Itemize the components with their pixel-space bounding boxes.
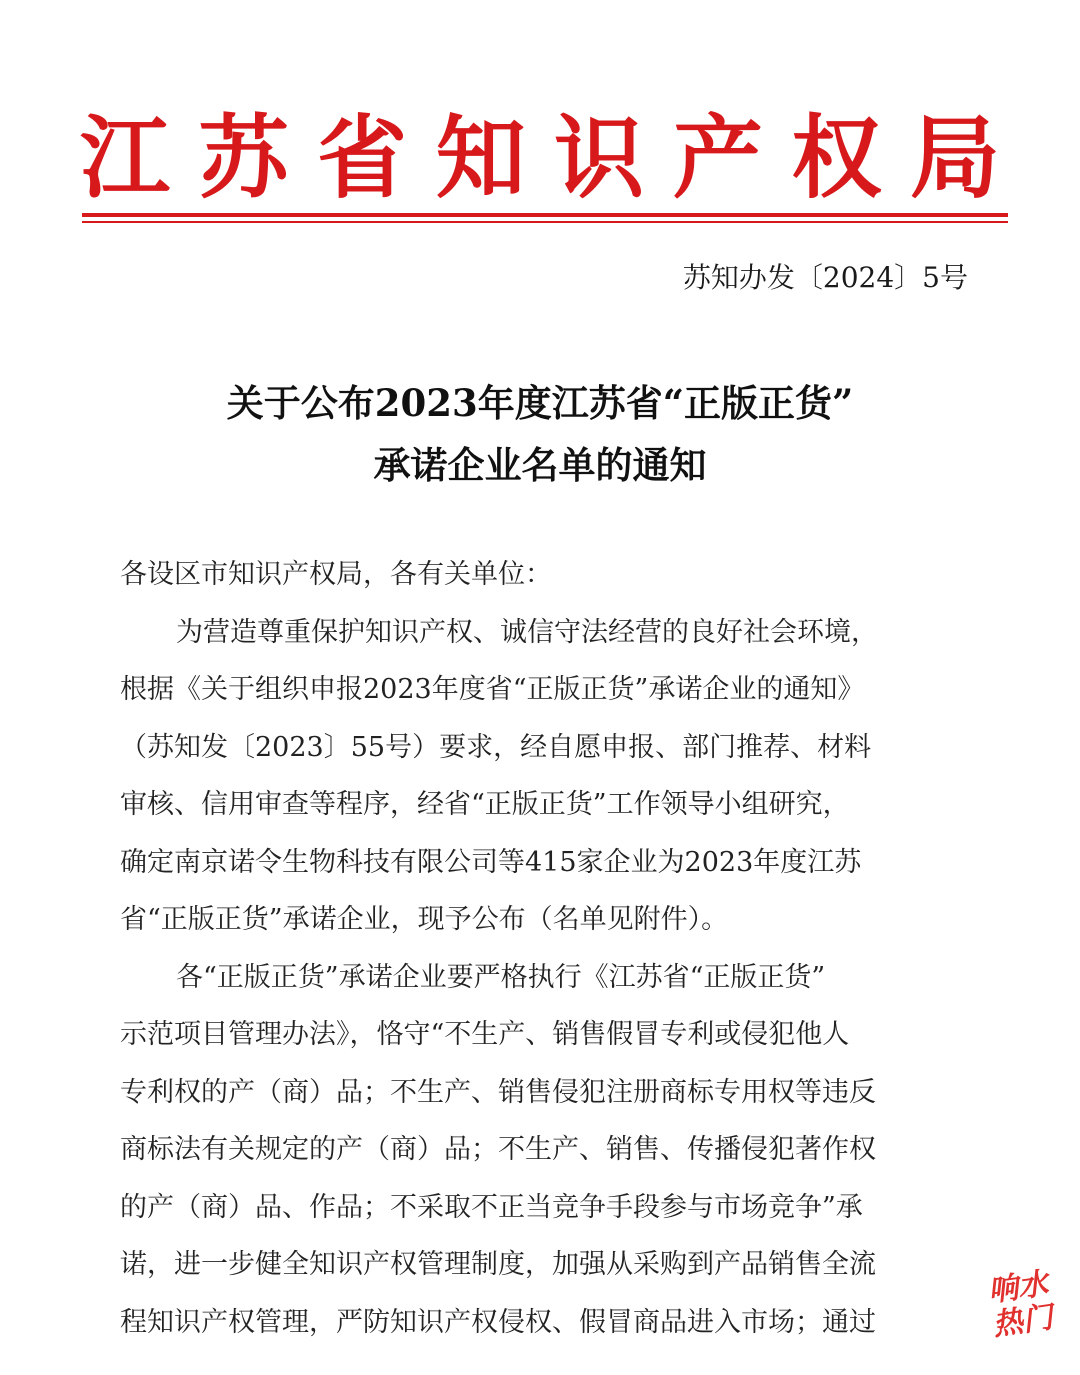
- salutation: 各设区市知识产权局，各有关单位：: [120, 559, 552, 590]
- paragraph-line: （苏知发〔2023〕55号）要求，经自愿申报、部门推荐、材料: [120, 731, 872, 763]
- paragraph-line: 专利权的产（商）品；不生产、销售侵犯注册商标专用权等违反: [120, 1076, 876, 1108]
- paragraph-line: 诺，进一步健全知识产权管理制度，加强从采购到产品销售全流: [120, 1249, 876, 1280]
- letterhead-char: 省: [317, 105, 408, 211]
- letterhead-char: 苏: [198, 105, 289, 211]
- paragraph-line: 商标法有关规定的产（商）品；不生产、销售、传播侵犯著作权: [120, 1134, 876, 1165]
- paragraph-line: 各“正版正货”承诺企业要严格执行《江苏省“正版正货”: [176, 961, 826, 993]
- paragraph-2: [120, 949, 970, 1352]
- document-number: 苏知办发〔2024〕5号: [682, 261, 968, 294]
- paragraph-line: 省“正版正货”承诺企业，现予公布（名单见附件）。: [120, 904, 729, 935]
- document-title: [0, 372, 1080, 496]
- paragraph-line: 示范项目管理办法》，恪守“不生产、销售假冒专利或侵犯他人: [120, 1019, 850, 1050]
- watermark-logo: [976, 1266, 1068, 1366]
- letterhead-char: 局: [909, 105, 1000, 211]
- letterhead-char: 产: [672, 105, 763, 211]
- letterhead-divider-thick: [82, 213, 1008, 217]
- letterhead-divider-thin: [82, 221, 1008, 223]
- document-title-line2: 承诺企业名单的通知: [373, 443, 707, 487]
- watermark-line1: 响水: [985, 1266, 1051, 1310]
- agency-letterhead: [80, 105, 1000, 211]
- letterhead-char: 权: [791, 105, 882, 211]
- paragraph-line: 的产（商）品、作品；不采取不正当竞争手段参与市场竞争”承: [120, 1191, 863, 1223]
- watermark-line2: 热门: [990, 1299, 1055, 1343]
- document-body: [120, 546, 970, 1351]
- paragraph-line: 为营造尊重保护知识产权、诚信守法经营的良好社会环境，: [176, 616, 878, 648]
- paragraph-line: 根据《关于组织申报2023年度省“正版正货”承诺企业的通知》: [120, 674, 865, 705]
- paragraph-line: 审核、信用审查等程序，经省“正版正货”工作领导小组研究，: [120, 789, 850, 820]
- letterhead-char: 知: [435, 105, 526, 211]
- paragraph-line: 确定南京诺令生物科技有限公司等415家企业为2023年度江苏: [120, 846, 862, 878]
- paragraph-line: 程知识产权管理，严防知识产权侵权、假冒商品进入市场；通过: [120, 1306, 876, 1338]
- letterhead-char: 江: [80, 105, 170, 211]
- document-title-line1: 关于公布2023年度江苏省“正版正货”: [226, 381, 854, 425]
- letterhead-char: 识: [554, 105, 645, 211]
- paragraph-1: [120, 604, 970, 949]
